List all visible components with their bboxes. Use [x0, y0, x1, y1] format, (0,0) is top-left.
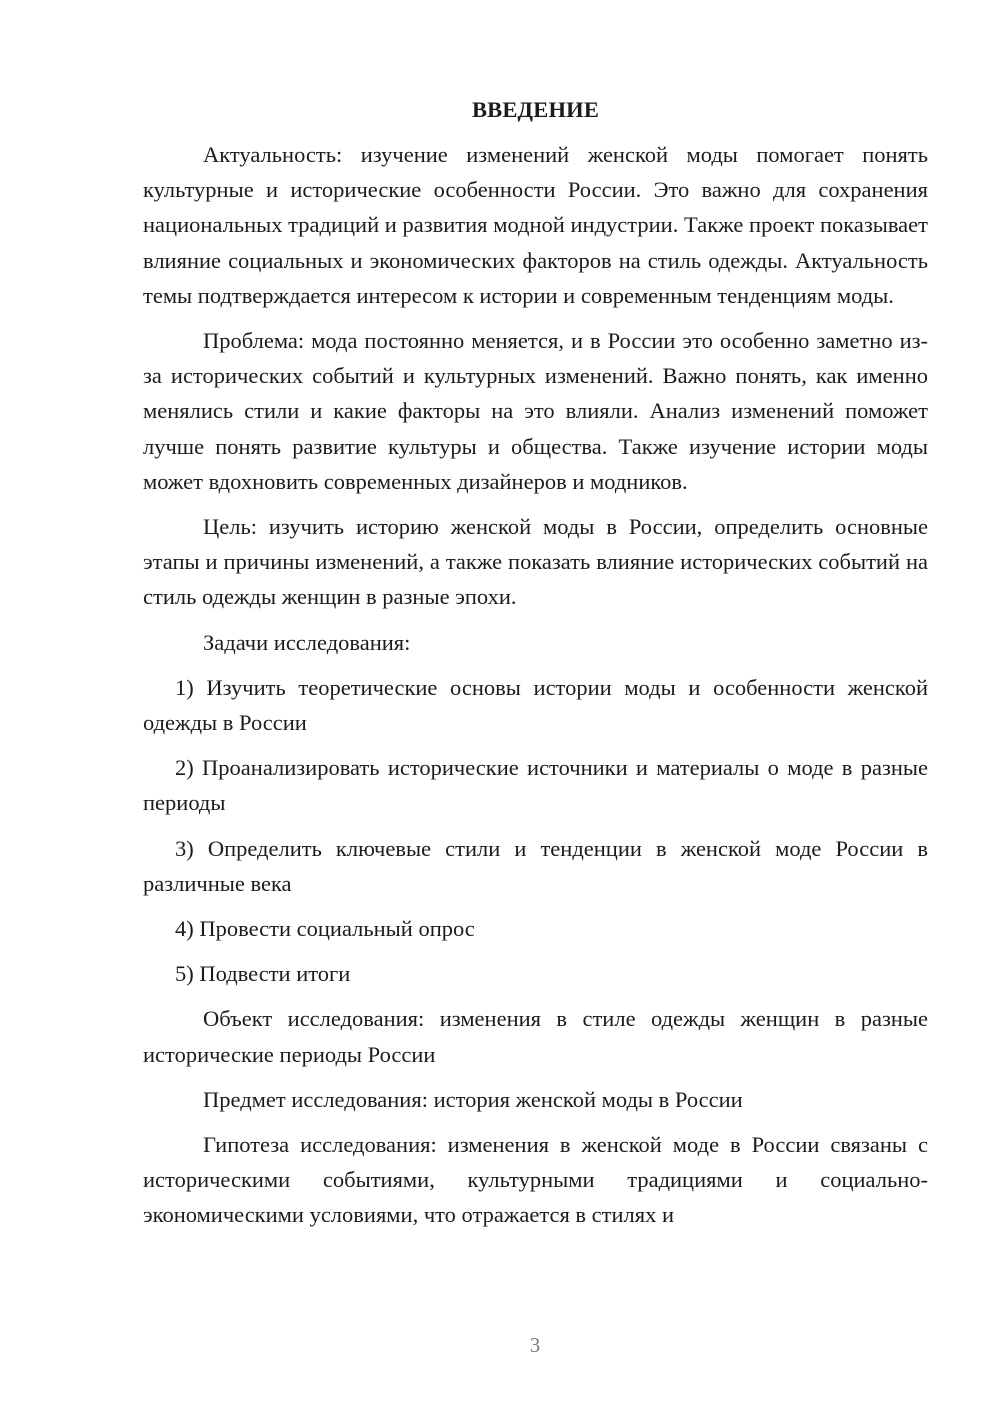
task-item-2: 2) Проанализировать исторические источники и материалы о моде в разные периоды	[143, 755, 928, 816]
task-item-3: 3) Определить ключевые стили и тенденции в женской моде России в различные века	[143, 835, 928, 896]
relevance-paragraph: Актуальность: изучение изменений женской моды помогает понять культурные и исторические особенности России. Это важно для сохранения национальных традиций и развития модной индустрии. Также проект показывает влияние социальных и экономических факторов на стиль одежды. Актуальность темы подтверждается интересом к истории и современным тенденциям моды.	[143, 142, 928, 308]
task-item-5: 5) Подвести итоги	[175, 961, 351, 987]
problem-paragraph: Проблема: мода постоянно меняется, и в России это особенно заметно из-за исторических событий и культурных изменений. Важно понять, как именно менялись стили и какие факторы на это влияли. Анализ изменений поможет лучше понять развитие культуры и общества. Также изучение истории моды может вдохновить современных дизайнеров и модников.	[143, 328, 928, 494]
document-page	[143, 92, 928, 1233]
goal-paragraph: Цель: изучить историю женской моды в России, определить основные этапы и причины изменений, а также показать влияние исторических событий на стиль одежды женщин в разные эпохи.	[143, 514, 928, 610]
hypothesis-paragraph: Гипотеза исследования: изменения в женской моде в России связаны с историческими событиями, культурными традициями и социально-экономическими условиями, что отражается в стилях и	[143, 1132, 928, 1228]
tasks-heading: Задачи исследования:	[203, 629, 411, 655]
page-title: ВВЕДЕНИЕ	[471, 97, 600, 122]
task-item-1: 1) Изучить теоретические основы истории моды и особенности женской одежды в России	[143, 674, 928, 736]
object-paragraph: Объект исследования: изменения в стиле одежды женщин в разные исторические периоды России	[143, 1006, 928, 1067]
page-number: 3	[529, 1333, 541, 1357]
subject-paragraph: Предмет исследования: история женской моды в России	[203, 1086, 743, 1112]
task-item-4: 4) Провести социальный опрос	[175, 916, 475, 942]
